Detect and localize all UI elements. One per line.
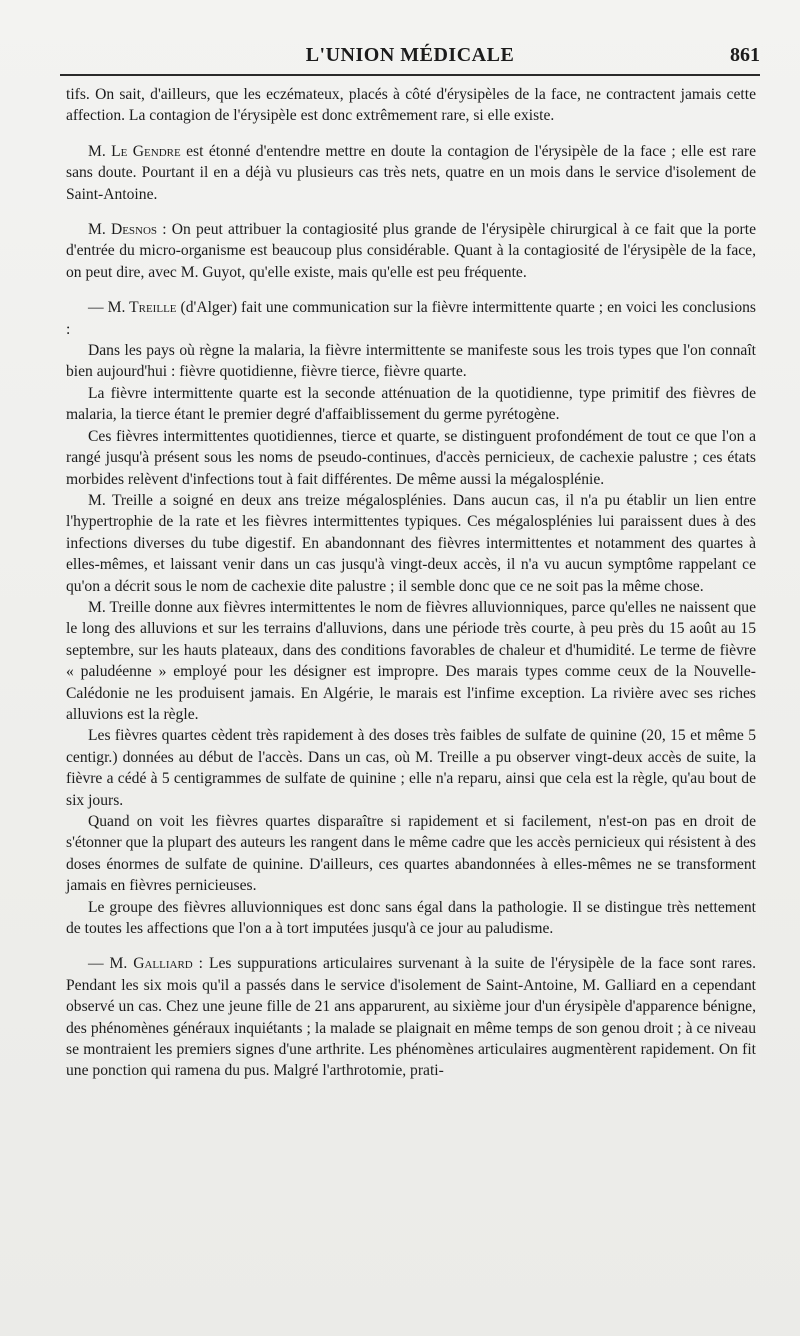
article-body (66, 84, 756, 1082)
paragraph: Les fièvres quartes cèdent très rapidement à des doses très faibles de sulfate de quinine (20, 15 et même 5 centigr.) données au début de l'accès. Dans un cas, où M. Treille a pu observer vingt-deux accès de suite, la fièvre a cédé à 5 centigrammes de sulfate de quinine ; elle n'a reparu, ainsi que cela est la règle, qu'au bout de six jours. (66, 727, 756, 809)
page-number: 861 (730, 44, 760, 66)
paragraph: M. Le Gendre est étonné d'entendre mettre en doute la contagion de l'érysipèle de la face ; elle est rare sans doute. Pourtant il en a déjà vu plusieurs cas très nets, quatre en un mois dans le service d'isolement de Saint-Antoine. (66, 142, 756, 203)
speaker-name: — M. Galliard (88, 955, 193, 973)
page-header (60, 38, 760, 70)
paragraph: M. Treille a soigné en deux ans treize mégalosplénies. Dans aucun cas, il n'a pu établir un lien entre l'hypertrophie de la rate et les fièvres intermittentes typiques. Ces mégalosplénies lui paraissent dues à des infections diverses du tube digestif. En abandonnant des fièvres intermittentes et notamment des quartes à elles-mêmes, et laissant venir dans un cas jusqu'à vingt-deux accès, il n'a vu aucun symptôme rappelant ce qu'on a décrit sous le nom de cachexie dite palustre ; il semble donc que ce ne soit pas la même chose. (66, 491, 756, 595)
paragraph: Le groupe des fièvres alluvionniques est donc sans égal dans la pathologie. Il se distingue très nettement de toutes les affections que l'on a à tort imputées jusqu'à ce jour au paludisme. (66, 898, 756, 938)
paragraph: — M. Galliard : Les suppurations articulaires survenant à la suite de l'érysipèle de la face sont rares. Pendant les six mois qu'il a passés dans le service d'isolement de Saint-Antoine, M. Galliard en a cependant observé un cas. Chez une jeune fille de 21 ans apparurent, au sixième jour d'un érysipèle d'apparence bénigne, des phénomènes généraux inquiétants ; la malade se plaignait en même temps de son genou droit ; à ce niveau se montraient les premiers signes d'une arthrite. Les phénomènes articulaires augmentèrent rapidement. On fit une ponction qui ramena du pus. Malgré l'arthrotomie, prati- (66, 955, 756, 1080)
paragraph: La fièvre intermittente quarte est la seconde atténuation de la quotidienne, type primitif des fièvres de malaria, la tierce étant le premier degré d'affaiblissement du germe pyrétogène. (66, 384, 756, 424)
paragraph: M. Treille donne aux fièvres intermittentes le nom de fièvres alluvionniques, parce qu'elles ne naissent que le long des alluvions et sur les terrains d'alluvions, dans une période très courte, à peu près du 15 août au 15 septembre, sur les hauts plateaux, dans des conditions favorables de chaleur et d'humidité. Le terme de fièvre « paludéenne » employé pour les désigner est impropre. Des marais types comme ceux de la Nouvelle-Calédonie ne les produisent jamais. En Algérie, le marais est l'infime exception. La rivière avec ses riches alluvions est la règle. (66, 598, 756, 723)
paragraph: tifs. On sait, d'ailleurs, que les eczémateux, placés à côté d'érysipèles de la face, ne contractent jamais cette affection. La contagion de l'érysipèle est donc extrêmement rare, si elle existe. (66, 86, 756, 125)
paragraph: — M. Treille (d'Alger) fait une communication sur la fièvre intermittente quarte ; en voici les conclusions : (66, 299, 756, 338)
speaker-name: M. Le Gendre (88, 142, 181, 160)
paragraph: Quand on voit les fièvres quartes disparaître si rapidement et si facilement, n'est-on pas en droit de s'étonner que la plupart des auteurs les rangent dans le même cadre que les accès pernicieux qui résistent à des doses énormes de sulfate de quinine. D'ailleurs, ces quartes abandonnées à elles-mêmes ne se transforment jamais en fièvres pernicieuses. (66, 813, 756, 895)
paragraph: M. Desnos : On peut attribuer la contagiosité plus grande de l'érysipèle chirurgical à ce fait que la porte d'entrée du micro-organisme est beaucoup plus considérable. Quant à la contagiosité de l'érysipèle de la face, on peut dire, avec M. Guyot, qu'elle existe, mais qu'elle est peu fréquente. (66, 221, 756, 281)
running-title: L'UNION MÉDICALE (305, 44, 515, 66)
paragraph: Dans les pays où règne la malaria, la fièvre intermittente se manifeste sous les trois types que l'on connaît bien aujourd'hui : fièvre quotidienne, fièvre tierce, fièvre quarte. (66, 342, 756, 381)
header-rule (60, 74, 760, 76)
paragraph: Ces fièvres intermittentes quotidiennes, tierce et quarte, se distinguent profondément de tout ce que l'on a rangé jusqu'à présent sous les noms de pseudo-continues, d'accès pernicieux, de cachexie palustre ; ces états morbides relèvent d'infections tout à fait différentes. De même aussi la mégalosplénie. (66, 427, 756, 488)
speaker-name: M. Desnos (88, 221, 158, 239)
speaker-name: — M. Treille (88, 299, 177, 317)
